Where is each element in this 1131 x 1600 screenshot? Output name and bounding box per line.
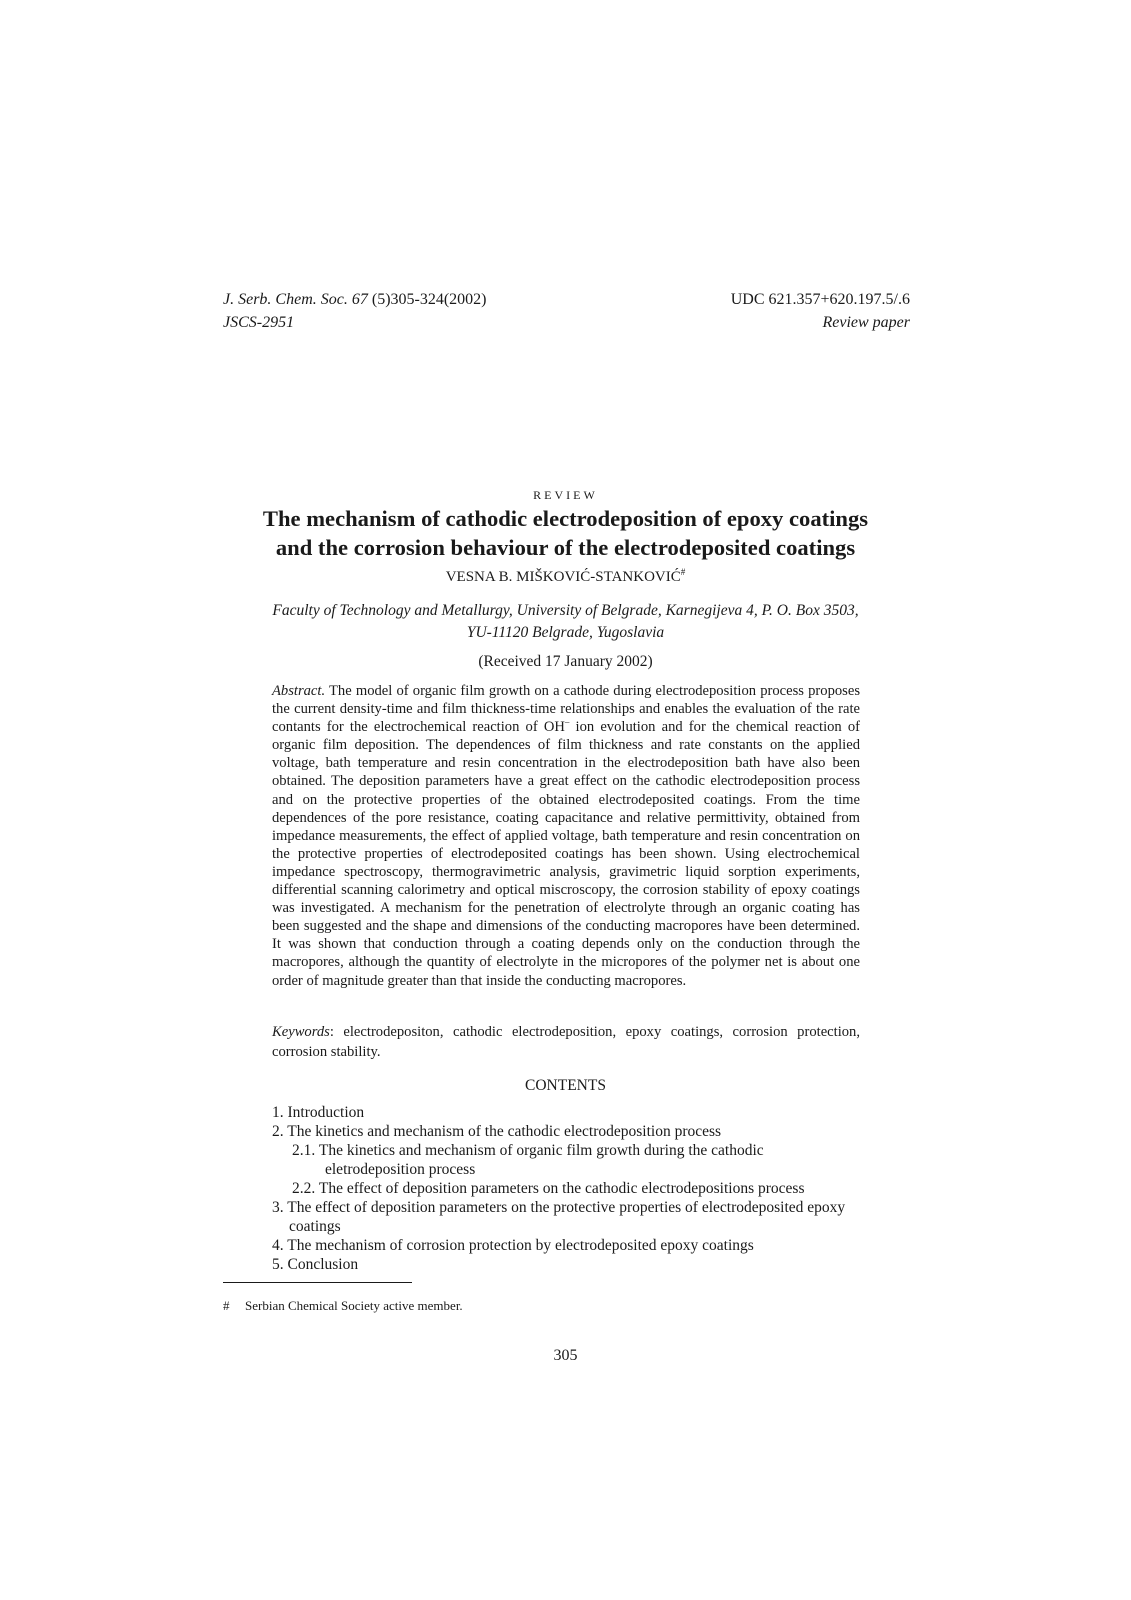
abstract-superscript: – <box>564 717 570 728</box>
affiliation-line-2: YU-11120 Belgrade, Yugoslavia <box>466 624 665 641</box>
citation-line <box>223 288 487 311</box>
footnote <box>223 1297 463 1315</box>
abstract <box>272 682 860 990</box>
author-mark: # <box>680 567 686 577</box>
toc-item: 5. Conclusion <box>272 1256 359 1273</box>
toc-item: 3. The effect of deposition parameters on the protective properties of electrodeposited epoxy coatings <box>272 1199 846 1235</box>
journal-header-right <box>731 288 910 334</box>
affiliation <box>150 600 981 644</box>
toc-subitem: 2.2. The effect of deposition parameters on the cathodic electrodepositions process <box>292 1180 805 1197</box>
keywords-text: : electrodepositon, cathodic electrodeposition, epoxy coatings, corrosion protection, corrosion stability. <box>272 1024 860 1060</box>
journal-volume: 67 <box>351 291 368 308</box>
journal-header-left <box>223 288 487 334</box>
footnote-divider <box>223 1282 412 1283</box>
toc-item: 4. The mechanism of corrosion protection by electrodeposited epoxy coatings <box>272 1237 754 1254</box>
abstract-label: Abstract. <box>272 683 326 699</box>
title-line-1: The mechanism of cathodic electrodeposition of epoxy coatings <box>262 506 869 531</box>
udc-code: UDC 621.357+620.197.5/.6 <box>730 291 910 308</box>
title-line-2: and the corrosion behaviour of the electrodeposited coatings <box>275 535 856 560</box>
toc-item: 1. Introduction <box>272 1104 365 1121</box>
page-number: 305 <box>553 1347 578 1364</box>
keywords <box>272 1022 860 1062</box>
affiliation-line-1: Faculty of Technology and Metallurgy, University of Belgrade, Karnegijeva 4, P. O. Box 3503, <box>272 602 859 619</box>
author-name: VESNA B. MIŠKOVIĆ-STANKOVIĆ <box>445 569 681 585</box>
abstract-text-1: The model of organic film growth on a cathode during electrodeposition process proposes the current density-time and film thickness-time relationships and enables the evaluation of the rate contants for the electrochemical reaction of OH <box>272 683 860 736</box>
paper-title <box>150 504 981 562</box>
author-line <box>0 566 1131 588</box>
toc-item: 2. The kinetics and mechanism of the cathodic electrodeposition process <box>272 1123 722 1140</box>
section-label: REVIEW <box>533 488 598 502</box>
contents-heading: CONTENTS <box>525 1077 606 1094</box>
footnote-text: Serbian Chemical Society active member. <box>245 1298 463 1313</box>
journal-name: J. Serb. Chem. Soc. <box>223 291 348 308</box>
footnote-mark: # <box>223 1298 230 1313</box>
abstract-text-2: ion evolution and for the chemical reaction of organic film deposition. The dependences of film thickness and rate constants on the applied voltage, bath temperature and resin concentration in the electrodeposition bath have also been obtained. The deposition parameters have a great effect on the cathodic electrodeposition process and on the protective properties of the obtained electrodeposited coatings. From the time dependences of the pore resistance, coating capacitance and relative permittivity, obtained from impedance measurements, the effect of applied voltage, bath temperature and resin concentration on the protective properties of electrodeposited coatings has been shown. Using electrochemical impedance spectroscopy, thermogravimetric analysis, gravimetric liquid sorption experiments, differential scanning calorimetry and optical miscroscopy, the corrosion stability of epoxy coatings was investigated. A mechanism for the penetration of electrolyte through an organic coating has been suggested and the shape and dimensions of the conducting macropores have been determined. It was shown that conduction through a coating depends only on the conduction through the macropores, although the quantity of electrolyte in the micropores of the polymer net is about one order of magnitude greater than that inside the conducting macropores. <box>272 719 861 989</box>
journal-code: JSCS-2951 <box>223 314 295 331</box>
journal-issue-pages: (5)305-324(2002) <box>371 291 487 308</box>
toc-subitem: 2.1. The kinetics and mechanism of organic film growth during the cathodic eletrodeposition process <box>292 1142 764 1178</box>
received-date: (Received 17 January 2002) <box>478 653 653 670</box>
table-of-contents <box>272 1103 862 1274</box>
keywords-label: Keywords <box>272 1024 330 1040</box>
paper-type: Review paper <box>822 314 910 331</box>
